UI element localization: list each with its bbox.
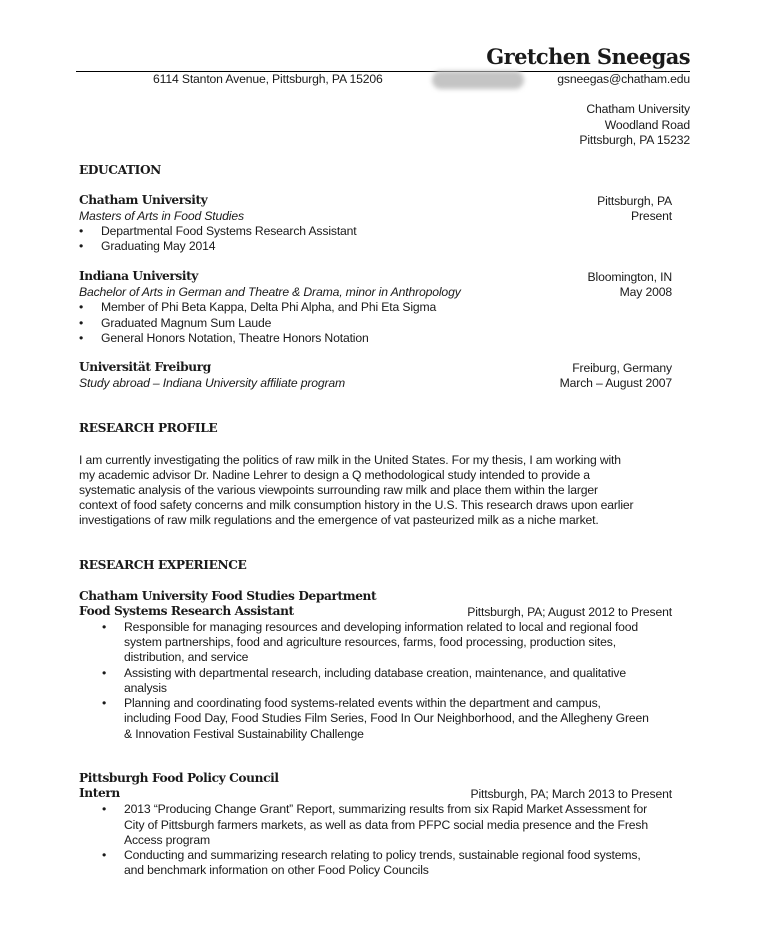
bullet-icon: • xyxy=(102,802,107,816)
work-address-line-2: Woodland Road xyxy=(604,118,690,132)
edu-institution: Chatham University xyxy=(79,193,208,207)
research-profile-heading: RESEARCH PROFILE xyxy=(79,421,218,435)
edu-institution: Indiana University xyxy=(79,269,198,283)
redacted-phone xyxy=(432,71,524,89)
research-experience-heading: RESEARCH EXPERIENCE xyxy=(79,558,247,572)
edu-bullet: Graduating May 2014 xyxy=(101,239,216,253)
bullet-icon: • xyxy=(102,620,107,634)
bullet-icon: • xyxy=(79,331,84,345)
profile-line: I am currently investigating the politics of raw milk in the United States. For my thesis, I am working with xyxy=(79,453,621,467)
profile-line: systematic analysis of the various viewpoints surrounding raw milk and place them within the larger xyxy=(79,483,598,497)
bullet-icon: • xyxy=(79,224,84,238)
bullet-icon: • xyxy=(102,848,107,862)
edu-bullet: Member of Phi Beta Kappa, Delta Phi Alpha, and Phi Eta Sigma xyxy=(101,300,437,314)
home-address: 6114 Stanton Avenue, Pittsburgh, PA 15206 xyxy=(153,72,383,86)
resume-name: Gretchen Sneegas xyxy=(486,44,690,69)
edu-bullet: Graduated Magnum Sum Laude xyxy=(101,316,272,330)
edu-bullet: General Honors Notation, Theatre Honors Notation xyxy=(101,331,369,345)
work-address-line-3: Pittsburgh, PA 15232 xyxy=(579,133,690,147)
exp-bullet-line: City of Pittsburgh farmers markets, as well as data from PFPC social media presence and the Fresh xyxy=(124,818,648,832)
exp-bullet-line: Planning and coordinating food systems-related events within the department and campus, xyxy=(124,696,601,710)
edu-degree: Masters of Arts in Food Studies xyxy=(79,209,244,223)
exp-bullet-line: Access program xyxy=(124,833,210,847)
exp-bullet-line: and benchmark information on other Food Policy Councils xyxy=(124,863,429,877)
education-heading: EDUCATION xyxy=(79,163,161,177)
exp-bullet-line: system partnerships, food and agriculture resources, farms, food processing, production sites, xyxy=(124,635,616,649)
bullet-icon: • xyxy=(79,316,84,330)
exp-organization: Pittsburgh Food Policy Council xyxy=(79,771,279,785)
bullet-icon: • xyxy=(79,239,84,253)
exp-location-date: Pittsburgh, PA; March 2013 to Present xyxy=(470,787,672,801)
profile-line: my academic advisor Dr. Nadine Lehrer to design a Q methodological study intended to provide a xyxy=(79,468,590,482)
edu-degree: Study abroad – Indiana University affiliate program xyxy=(79,376,346,390)
profile-line: investigations of raw milk regulations and the emergence of vat pasteurized milk as a niche market. xyxy=(79,513,599,527)
exp-organization: Chatham University Food Studies Department xyxy=(79,589,377,603)
edu-location: Pittsburgh, PA xyxy=(597,194,672,208)
bullet-icon: • xyxy=(102,666,107,680)
exp-bullet-line: Responsible for managing resources and developing information related to local and regional food xyxy=(124,620,639,634)
exp-bullet-line: analysis xyxy=(124,681,167,695)
edu-bullet: Departmental Food Systems Research Assistant xyxy=(101,224,357,238)
bullet-icon: • xyxy=(102,696,107,710)
edu-date: May 2008 xyxy=(619,285,672,299)
bullet-icon: • xyxy=(79,300,84,314)
exp-location-date: Pittsburgh, PA; August 2012 to Present xyxy=(467,605,672,619)
profile-line: context of food safety concerns and milk consumption history in the U.S. This research draws upon earlier xyxy=(79,498,634,512)
exp-bullet-line: Assisting with departmental research, including database creation, maintenance, and qualitative xyxy=(124,666,626,680)
exp-bullet-line: including Food Day, Food Studies Film Series, Food In Our Neighborhood, and the Allegheny Green xyxy=(124,711,649,725)
edu-location: Bloomington, IN xyxy=(587,270,672,284)
edu-institution: Universität Freiburg xyxy=(79,360,211,374)
edu-date: Present xyxy=(631,209,672,223)
exp-bullet-line: 2013 “Producing Change Grant” Report, summarizing results from six Rapid Market Assessment for xyxy=(124,802,648,816)
exp-bullet-line: distribution, and service xyxy=(124,650,249,664)
exp-role: Food Systems Research Assistant xyxy=(79,604,294,618)
exp-bullet-line: & Innovation Festival Sustainability Challenge xyxy=(124,727,364,741)
email-link[interactable]: gsneegas@chatham.edu xyxy=(557,72,690,86)
work-address-line-1: Chatham University xyxy=(586,102,690,116)
edu-degree: Bachelor of Arts in German and Theatre & Drama, minor in Anthropology xyxy=(79,285,461,299)
exp-bullet-line: Conducting and summarizing research relating to policy trends, sustainable regional food systems, xyxy=(124,848,641,862)
edu-date: March – August 2007 xyxy=(559,376,672,390)
edu-location: Freiburg, Germany xyxy=(572,361,672,375)
exp-role: Intern xyxy=(79,786,120,800)
